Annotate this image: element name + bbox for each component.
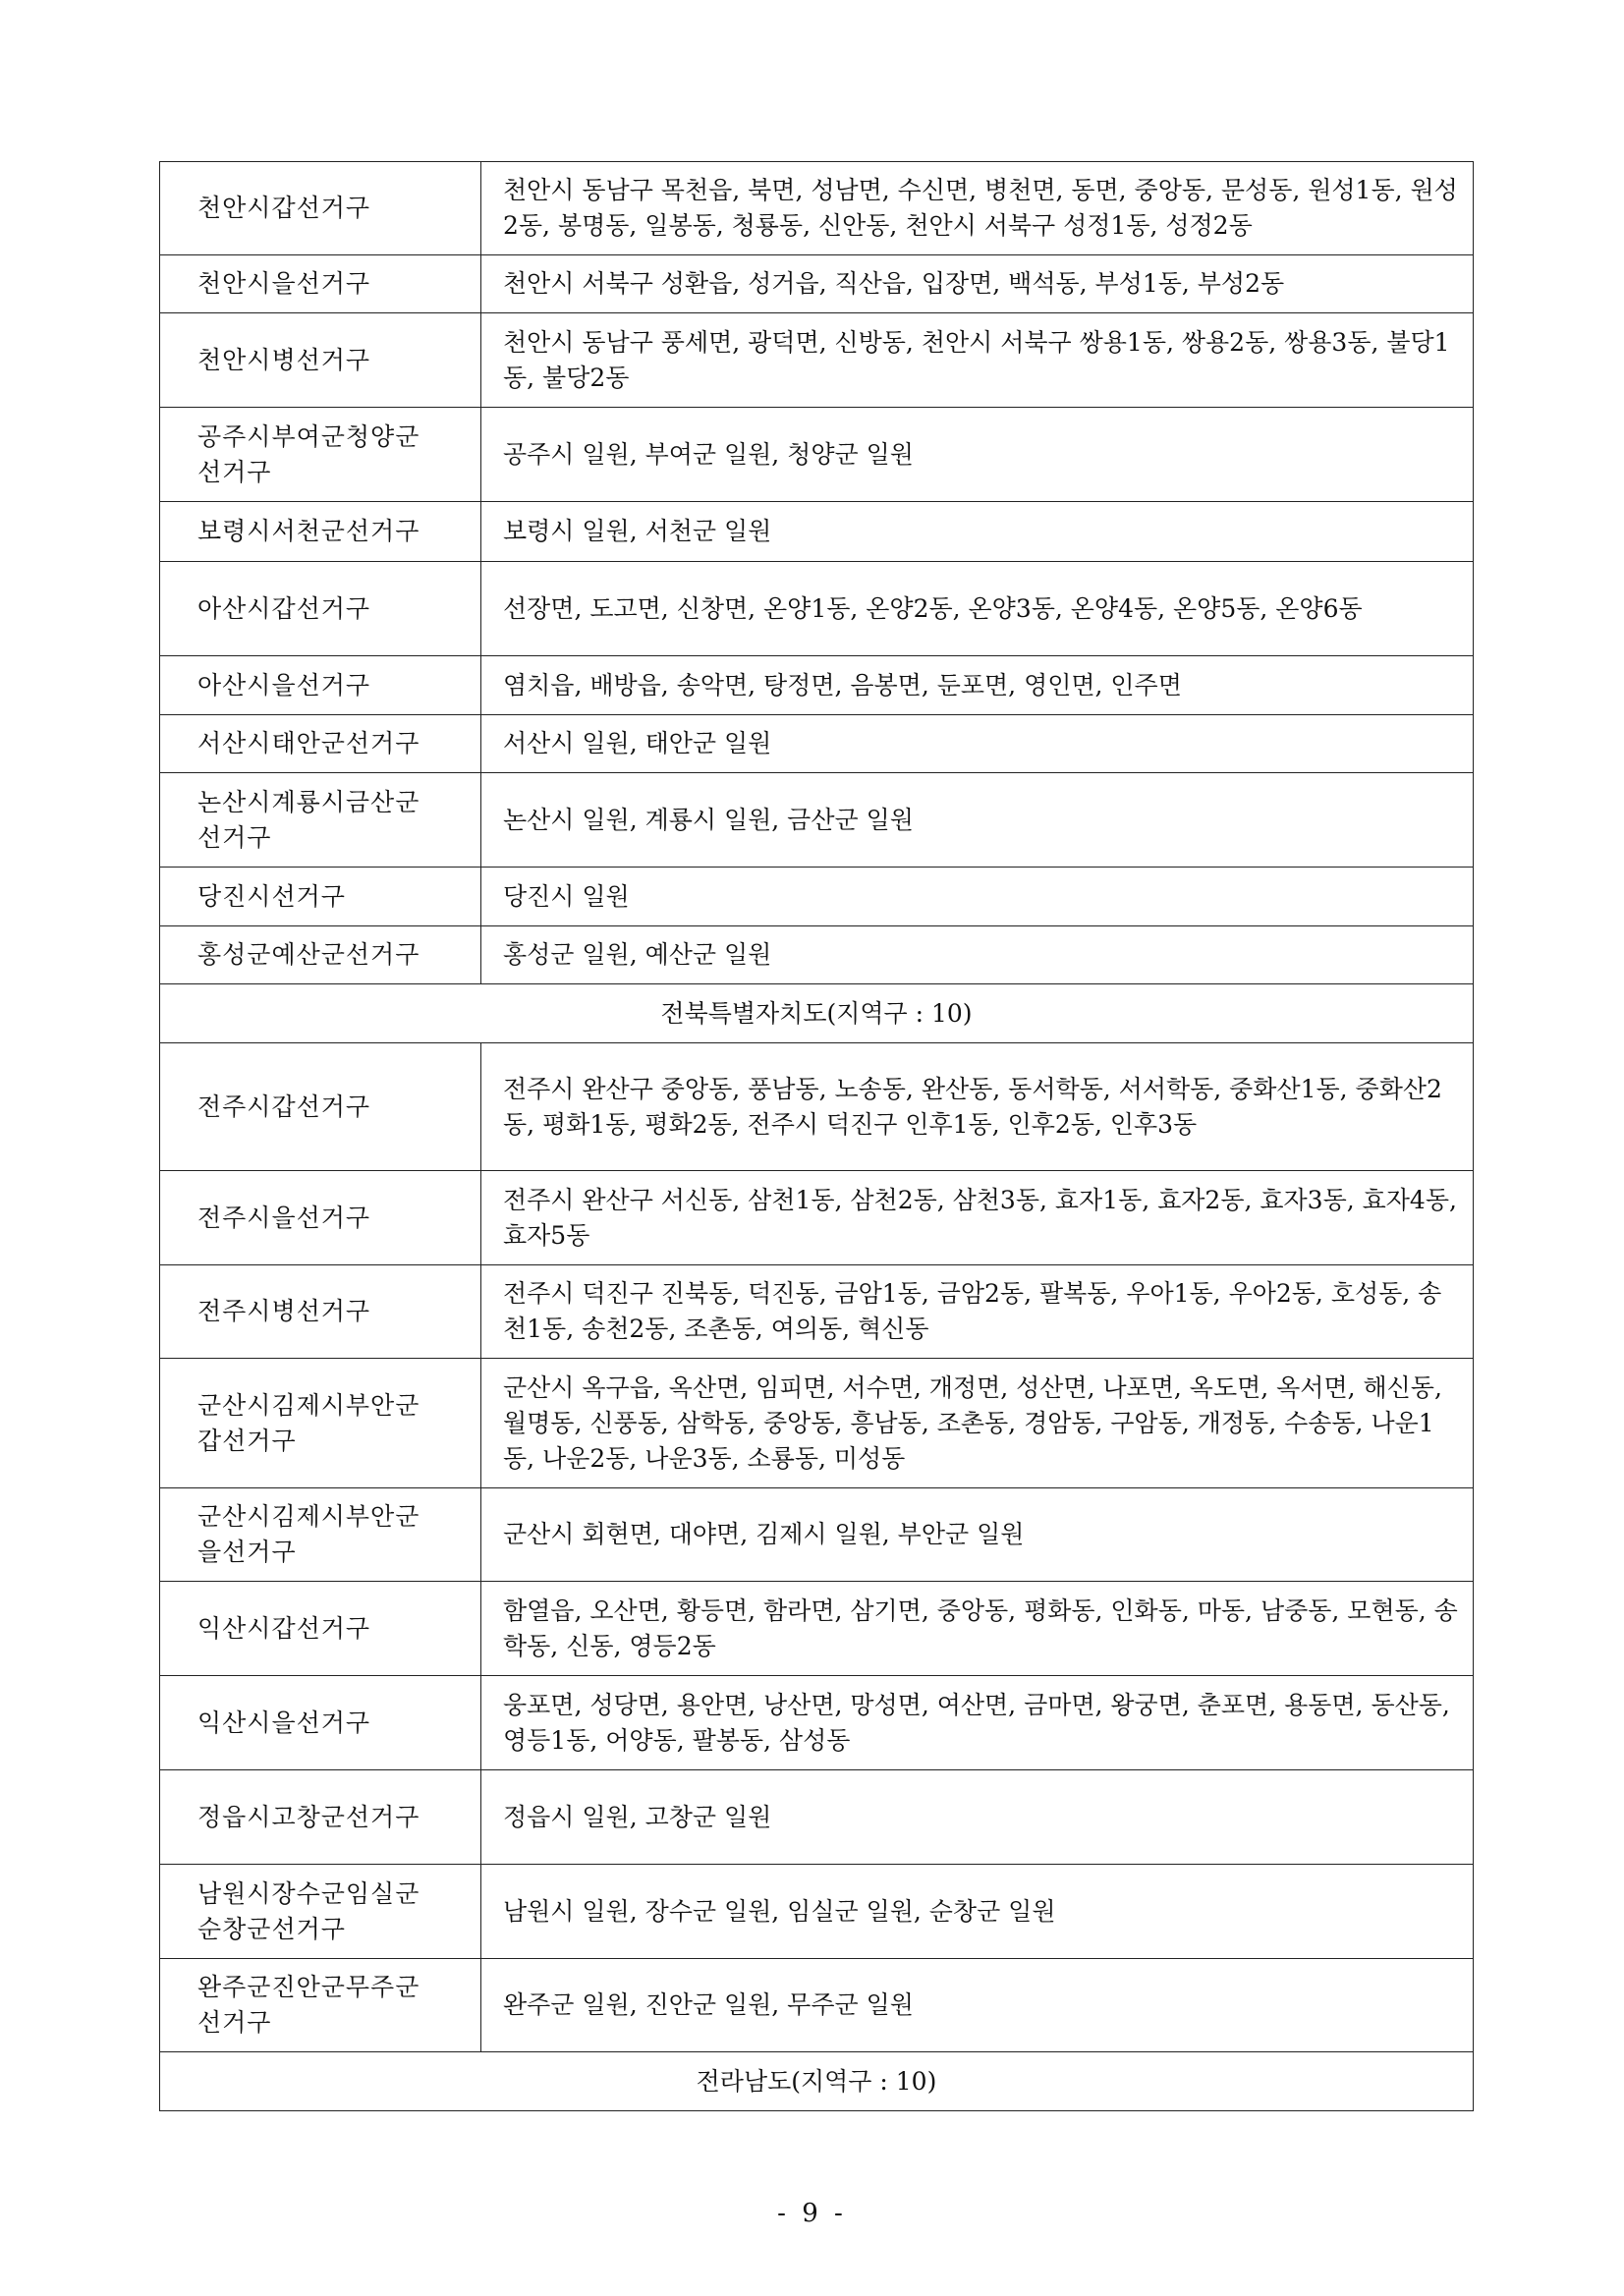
district-name: 전주시을선거구	[160, 1171, 481, 1265]
table-row	[160, 1865, 1474, 1959]
table-row	[160, 1043, 1474, 1171]
district-area: 논산시 일원, 계룡시 일원, 금산군 일원	[481, 773, 1474, 868]
table-row	[160, 502, 1474, 562]
district-name: 천안시병선거구	[160, 313, 481, 408]
district-area: 염치읍, 배방읍, 송악면, 탕정면, 음봉면, 둔포면, 영인면, 인주면	[481, 656, 1474, 715]
district-name: 남원시장수군임실군 순창군선거구	[160, 1865, 481, 1959]
district-area: 천안시 서북구 성환읍, 성거읍, 직산읍, 입장면, 백석동, 부성1동, 부성2동	[481, 255, 1474, 313]
district-table	[159, 161, 1474, 2111]
district-area: 정읍시 일원, 고창군 일원	[481, 1770, 1474, 1865]
district-area: 완주군 일원, 진안군 일원, 무주군 일원	[481, 1959, 1474, 2052]
district-name: 공주시부여군청양군 선거구	[160, 408, 481, 502]
table-row	[160, 715, 1474, 773]
district-name: 천안시을선거구	[160, 255, 481, 313]
district-name: 아산시갑선거구	[160, 562, 481, 656]
district-area: 군산시 옥구읍, 옥산면, 임피면, 서수면, 개정면, 성산면, 나포면, 옥도면, 옥서면, 해신동, 월명동, 신풍동, 삼학동, 중앙동, 흥남동, 조촌동, 경암동, 구암동, 개정동, 수송동, 나운1동, 나운2동, 나운3동, 소룡동, 미성동	[481, 1359, 1474, 1488]
table-row	[160, 1676, 1474, 1770]
section-header-row	[160, 2052, 1474, 2111]
table-row	[160, 1959, 1474, 2052]
district-name: 보령시서천군선거구	[160, 502, 481, 562]
district-name: 완주군진안군무주군 선거구	[160, 1959, 481, 2052]
district-area: 웅포면, 성당면, 용안면, 낭산면, 망성면, 여산면, 금마면, 왕궁면, 춘포면, 용동면, 동산동, 영등1동, 어양동, 팔봉동, 삼성동	[481, 1676, 1474, 1770]
table-row	[160, 1171, 1474, 1265]
table-row	[160, 1265, 1474, 1359]
district-area: 당진시 일원	[481, 868, 1474, 926]
page-number: - 9 -	[777, 2199, 847, 2228]
table-row	[160, 1770, 1474, 1865]
district-area: 천안시 동남구 풍세면, 광덕면, 신방동, 천안시 서북구 쌍용1동, 쌍용2동, 쌍용3동, 불당1동, 불당2동	[481, 313, 1474, 408]
table-row	[160, 313, 1474, 408]
district-name: 군산시김제시부안군 을선거구	[160, 1488, 481, 1582]
district-name: 익산시을선거구	[160, 1676, 481, 1770]
table-row	[160, 408, 1474, 502]
district-name: 익산시갑선거구	[160, 1582, 481, 1676]
district-area: 서산시 일원, 태안군 일원	[481, 715, 1474, 773]
district-name: 정읍시고창군선거구	[160, 1770, 481, 1865]
table-row	[160, 773, 1474, 868]
district-area: 공주시 일원, 부여군 일원, 청양군 일원	[481, 408, 1474, 502]
section-header: 전북특별자치도(지역구 : 10)	[160, 984, 1474, 1043]
table-row	[160, 926, 1474, 984]
district-name: 전주시병선거구	[160, 1265, 481, 1359]
district-area: 전주시 덕진구 진북동, 덕진동, 금암1동, 금암2동, 팔복동, 우아1동, 우아2동, 호성동, 송천1동, 송천2동, 조촌동, 여의동, 혁신동	[481, 1265, 1474, 1359]
district-area: 함열읍, 오산면, 황등면, 함라면, 삼기면, 중앙동, 평화동, 인화동, 마동, 남중동, 모현동, 송학동, 신동, 영등2동	[481, 1582, 1474, 1676]
district-name: 천안시갑선거구	[160, 162, 481, 255]
district-area: 군산시 회현면, 대야면, 김제시 일원, 부안군 일원	[481, 1488, 1474, 1582]
district-area: 남원시 일원, 장수군 일원, 임실군 일원, 순창군 일원	[481, 1865, 1474, 1959]
district-name: 당진시선거구	[160, 868, 481, 926]
district-name: 논산시계룡시금산군 선거구	[160, 773, 481, 868]
district-area: 전주시 완산구 중앙동, 풍남동, 노송동, 완산동, 동서학동, 서서학동, 중화산1동, 중화산2동, 평화1동, 평화2동, 전주시 덕진구 인후1동, 인후2동, 인후3동	[481, 1043, 1474, 1171]
district-name: 홍성군예산군선거구	[160, 926, 481, 984]
table-row	[160, 562, 1474, 656]
district-area: 보령시 일원, 서천군 일원	[481, 502, 1474, 562]
district-name: 서산시태안군선거구	[160, 715, 481, 773]
district-area: 천안시 동남구 목천읍, 북면, 성남면, 수신면, 병천면, 동면, 중앙동, 문성동, 원성1동, 원성2동, 봉명동, 일봉동, 청룡동, 신안동, 천안시 서북구 성정1동, 성정2동	[481, 162, 1474, 255]
table-row	[160, 1582, 1474, 1676]
table-row	[160, 1488, 1474, 1582]
district-area: 선장면, 도고면, 신창면, 온양1동, 온양2동, 온양3동, 온양4동, 온양5동, 온양6동	[481, 562, 1474, 656]
table-row	[160, 255, 1474, 313]
table-row	[160, 1359, 1474, 1488]
district-area: 전주시 완산구 서신동, 삼천1동, 삼천2동, 삼천3동, 효자1동, 효자2동, 효자3동, 효자4동, 효자5동	[481, 1171, 1474, 1265]
district-area: 홍성군 일원, 예산군 일원	[481, 926, 1474, 984]
district-name: 전주시갑선거구	[160, 1043, 481, 1171]
section-header-row	[160, 984, 1474, 1043]
section-header: 전라남도(지역구 : 10)	[160, 2052, 1474, 2111]
district-name: 아산시을선거구	[160, 656, 481, 715]
table-row	[160, 162, 1474, 255]
table-row	[160, 656, 1474, 715]
district-name: 군산시김제시부안군 갑선거구	[160, 1359, 481, 1488]
table-row	[160, 868, 1474, 926]
